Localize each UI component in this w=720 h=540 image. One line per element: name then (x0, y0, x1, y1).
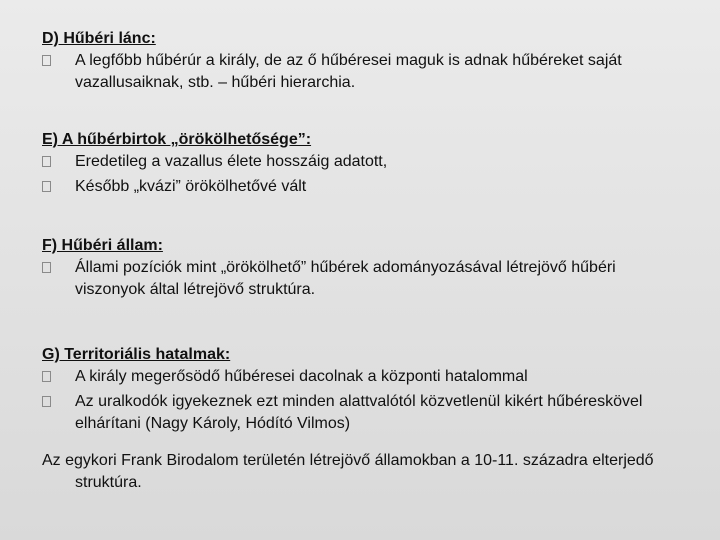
list-item-text: A legfőbb hűbérúr a király, de az ő hűbéresei maguk is adnak hűbéreket saját vazallusaiknak, stb. – hűbéri hierarchia. (75, 52, 622, 91)
list-item-text: Később „kvázi” örökölhetővé vált (75, 178, 307, 195)
section-heading: G) Territoriális hatalmak: (42, 346, 231, 363)
list-item (42, 391, 682, 435)
list-item (42, 151, 682, 173)
section-d (42, 29, 682, 94)
list-item-text: A király megerősödő hűbéresei dacolnak a központi hatalommal (75, 368, 528, 385)
list-item-text: Eredetileg a vazallus élete hosszáig adatott, (75, 153, 388, 170)
section-heading: F) Hűbéri állam: (42, 237, 163, 254)
bullet-icon (42, 156, 51, 167)
bullet-icon (42, 396, 51, 407)
list-item-text: Állami pozíciók mint „örökölhető” hűbérek adományozásával létrejövő hűbéri viszonyok által létrejövő struktúra. (75, 259, 616, 298)
section-heading: E) A hűbérbirtok „örökölhetősége”: (42, 131, 312, 148)
list-item (42, 366, 682, 388)
bullet-icon (42, 262, 51, 273)
section-e (42, 130, 682, 198)
list-item-text: Az uralkodók igyekeznek ezt minden alattvalótól közvetlenül kikért hűbéreskövel elhárítani (Nagy Károly, Hódító Vilmos) (75, 393, 643, 432)
closing-text: Az egykori Frank Birodalom területén létrejövő államokban a 10-11. századra elterjedő struktúra. (42, 452, 654, 491)
bullet-icon (42, 181, 51, 192)
section-f (42, 236, 682, 301)
bullet-icon (42, 371, 51, 382)
closing-block (42, 450, 682, 494)
list-item (42, 176, 682, 198)
section-heading: D) Hűbéri lánc: (42, 30, 156, 47)
bullet-icon (42, 55, 51, 66)
list-item (42, 257, 682, 301)
list-item (42, 50, 682, 94)
section-g (42, 345, 682, 435)
